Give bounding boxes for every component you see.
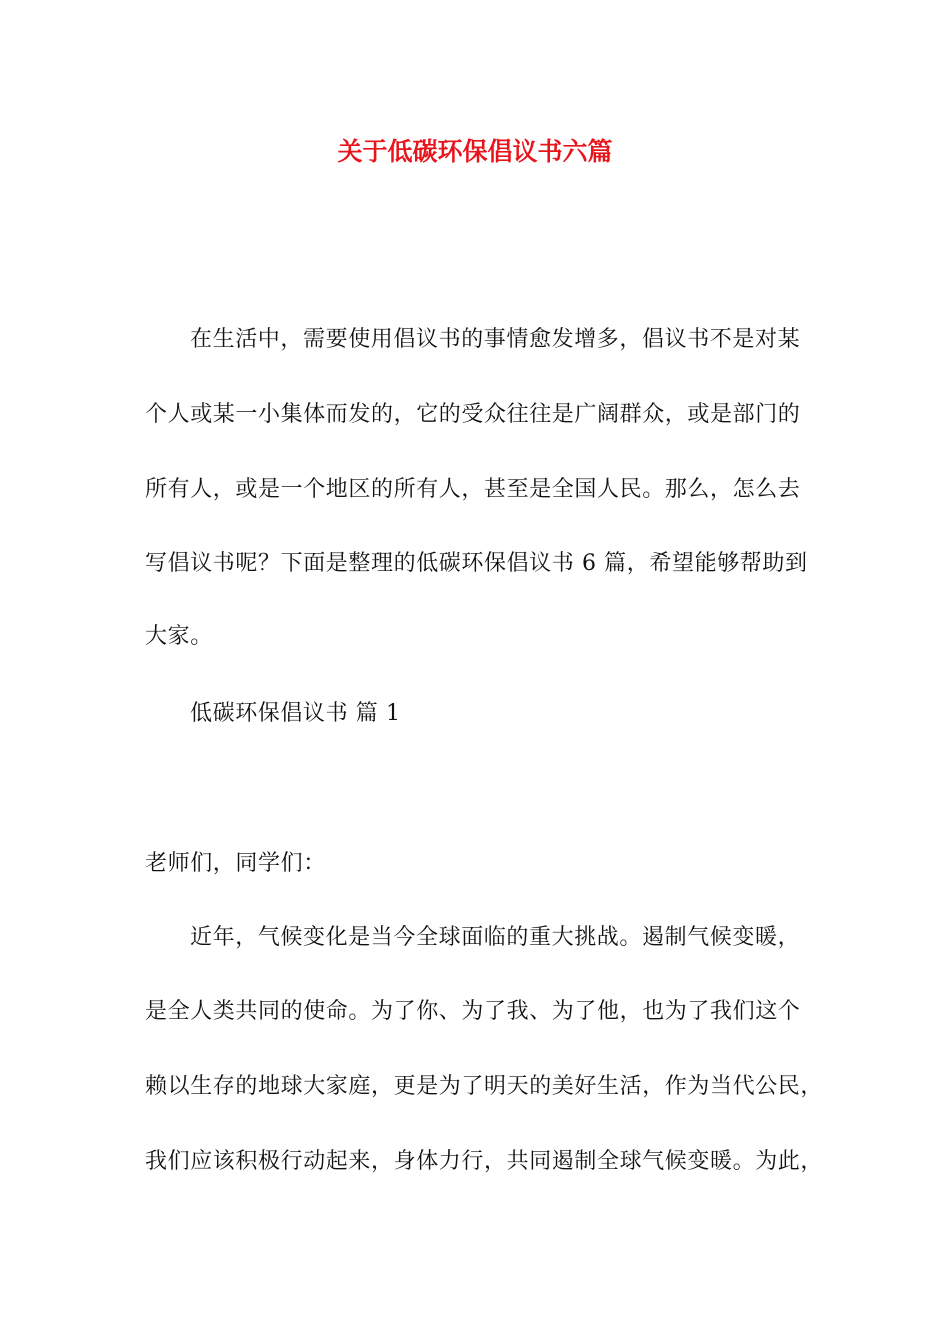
intro-line-2: 个人或某一小集体而发的，它的受众往往是广阔群众，或是部门的 (145, 402, 801, 427)
intro-line-3: 所有人，或是一个地区的所有人，甚至是全国人民。那么，怎么去 (145, 477, 801, 502)
intro-line-4: 写倡议书呢？下面是整理的低碳环保倡议书 6 篇，希望能够帮助到 (145, 551, 808, 576)
document-title: 关于低碳环保倡议书六篇 (337, 137, 613, 166)
section-heading: 低碳环保倡议书 篇 1 (190, 701, 401, 726)
intro-line-1: 在生活中，需要使用倡议书的事情愈发增多，倡议书不是对某 (190, 327, 801, 352)
body-line-2: 是全人类共同的使命。为了你、为了我、为了他，也为了我们这个 (145, 999, 801, 1024)
salutation: 老师们，同学们： (145, 851, 326, 876)
intro-line-5: 大家。 (145, 624, 213, 649)
body-line-3: 赖以生存的地球大家庭，更是为了明天的美好生活，作为当代公民， (145, 1074, 824, 1099)
body-line-1: 近年，气候变化是当今全球面临的重大挑战。遏制气候变暖， (190, 925, 801, 950)
body-line-4: 我们应该积极行动起来，身体力行，共同遏制全球气候变暖。为此， (145, 1149, 824, 1174)
